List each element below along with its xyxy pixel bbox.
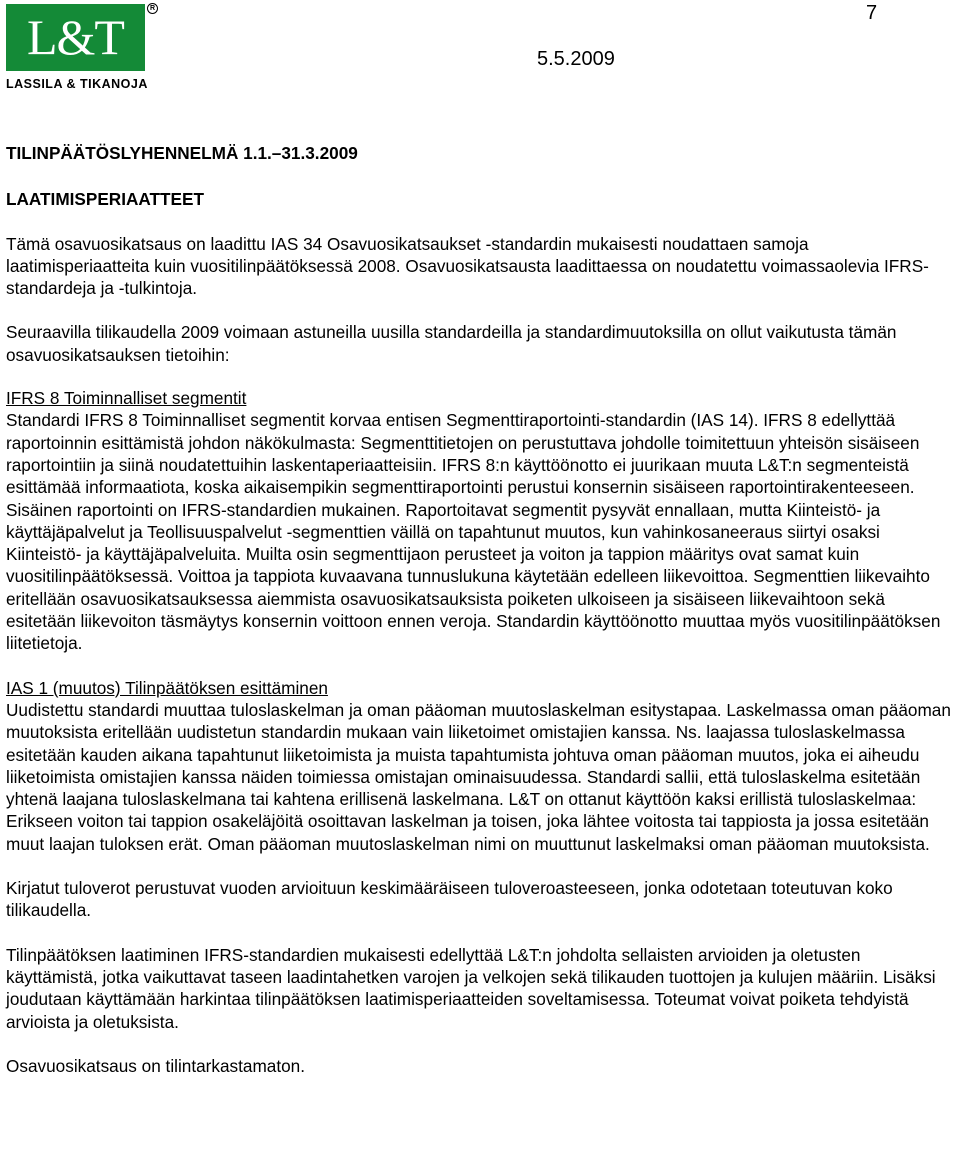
page-number: 7 [866, 2, 878, 24]
logo-mark: L&T [6, 4, 145, 71]
tax-paragraph: Kirjatut tuloverot perustuvat vuoden arvioituun keskimääräiseen tuloveroasteeseen, jonka odotetaan toteutuvan koko tilikaudella. [6, 878, 893, 921]
section-heading: LAATIMISPERIAATTEET [6, 189, 204, 210]
standards-intro-paragraph: Seuraavilla tilikaudella 2009 voimaan astuneilla uusilla standardeilla ja standardimuutoksilla on ollut vaikutusta tämän osavuosikatsauksen tietoihin: [6, 322, 897, 365]
audit-note: Osavuosikatsaus on tilintarkastamaton. [6, 1055, 306, 1076]
document-title: TILINPÄÄTÖSLYHENNELMÄ 1.1.–31.3.2009 [6, 143, 358, 163]
intro-paragraph: Tämä osavuosikatsaus on laadittu IAS 34 Osavuosikatsaukset -standardin mukaisesti noudattaen samoja laatimisperiaatteita kuin vuositilinpäätöksessä 2008. Osavuosikatsausta laadittaessa on noudatettu voimassaolevia IFRS-standardeja ja -tulkintoja. [6, 233, 929, 299]
ias1-heading: IAS 1 (muutos) Tilinpäätöksen esittäminen [6, 677, 328, 698]
company-logo [0, 0, 160, 100]
ias1-paragraph: Uudistettu standardi muuttaa tuloslaskelman ja oman pääoman muutoslaskelman esitystapaa. Laskelmassa oman pääoman muutoksista eritellään uudistetun standardin mukaan vain liiketoimet omistajien kanssa. Ns. laajassa tuloslaskelmassa esitetään kauden aikana tapahtunut liiketoimista ja muista tapahtumista johtuva oman pääoman muutos, joka ei aiheudu liiketoimista omistajien kanssa näiden toimiessa omistajan ominaisuudessa. Standardi sallii, että tuloslaskelma esitetään yhtenä laajana tuloslaskelmana tai kahtena erillisenä laskelmana. L&T on ottanut käyttöön kaksi erillistä tuloslaskelmaa: Erikseen voiton tai tappion osakeläjöitä osoittavan laskelman ja toisen, joka lähtee voitosta tai tappiosta ja jossa esitetään muut laajan tuloksen erät. Oman pääoman muutoslaskelman nimi on muuttunut laskelmaksi oman pääoman muutoksista. [6, 699, 951, 854]
logo-subtitle: LASSILA & TIKANOJA [6, 77, 148, 91]
ifrs8-heading: IFRS 8 Toiminnalliset segmentit [6, 388, 247, 409]
document-body [6, 142, 956, 1077]
ifrs8-paragraph: Standardi IFRS 8 Toiminnalliset segmentit korvaa entisen Segmenttiraportointi-standardin (IAS 14). IFRS 8 edellyttää raportoinnin esittämistä johdon näkökulmasta: Segmenttitietojen on perustuttava johdolle toimitettuun yhteisön sisäiseen raportointiin ja siinä noudatettuihin laskentaperiaatteisiin. IFRS 8:n käyttöönotto ei juurikaan muuta L&T:n segmenteistä esittämää informaatiota, koska aikaisempikin segmenttiraportointi perustui konsernin sisäiseen raportointirakenteeseen. Sisäinen raportointi on IFRS-standardien mukainen. Raportoitavat segmentit pysyvät ennallaan, mutta Kiinteistö- ja käyttäjäpalvelut ja Teollisuuspalvelut -segmenttien väillä on tapahtunut muutos, kun vahinkosaneeraus siirtyi osaksi Kiinteistö- ja käyttäjäpalveluita. Muilta osin segmenttijaon perusteet ja voiton ja tappion määritys ovat samat kuin vuositilinpäätöksessä. Voittoa ja tappiota kuvaavana tunnuslukuna käytetään edelleen liikevoittoa. Segmenttien liikevaihto eritellään osavuosikatsauksessa aiemmista osavuosikatsauksista poiketen ulkoiseen ja sisäiseen liikevaihtoon sekä esitetään liikevoiton täsmäytys konsernin voittoon ennen veroja. Standardin käyttöönotto muuttaa myös vuositilinpäätöksen liitetietoja. [6, 410, 941, 654]
registered-mark-icon: R [147, 3, 158, 14]
estimates-paragraph: Tilinpäätöksen laatiminen IFRS-standardien mukaisesti edellyttää L&T:n johdolta sellaisten arvioiden ja oletusten käyttämistä, jotka vaikuttavat taseen laadintahetken varojen ja velkojen sekä tilikauden tuottojen ja kulujen määriin. Lisäksi joudutaan käyttämään harkintaa tilinpäätöksen laatimisperiaatteiden soveltamisessa. Toteumat voivat poiketa tehdyistä arvioista ja oletuksista. [6, 944, 936, 1032]
report-date: 5.5.2009 [537, 48, 615, 70]
